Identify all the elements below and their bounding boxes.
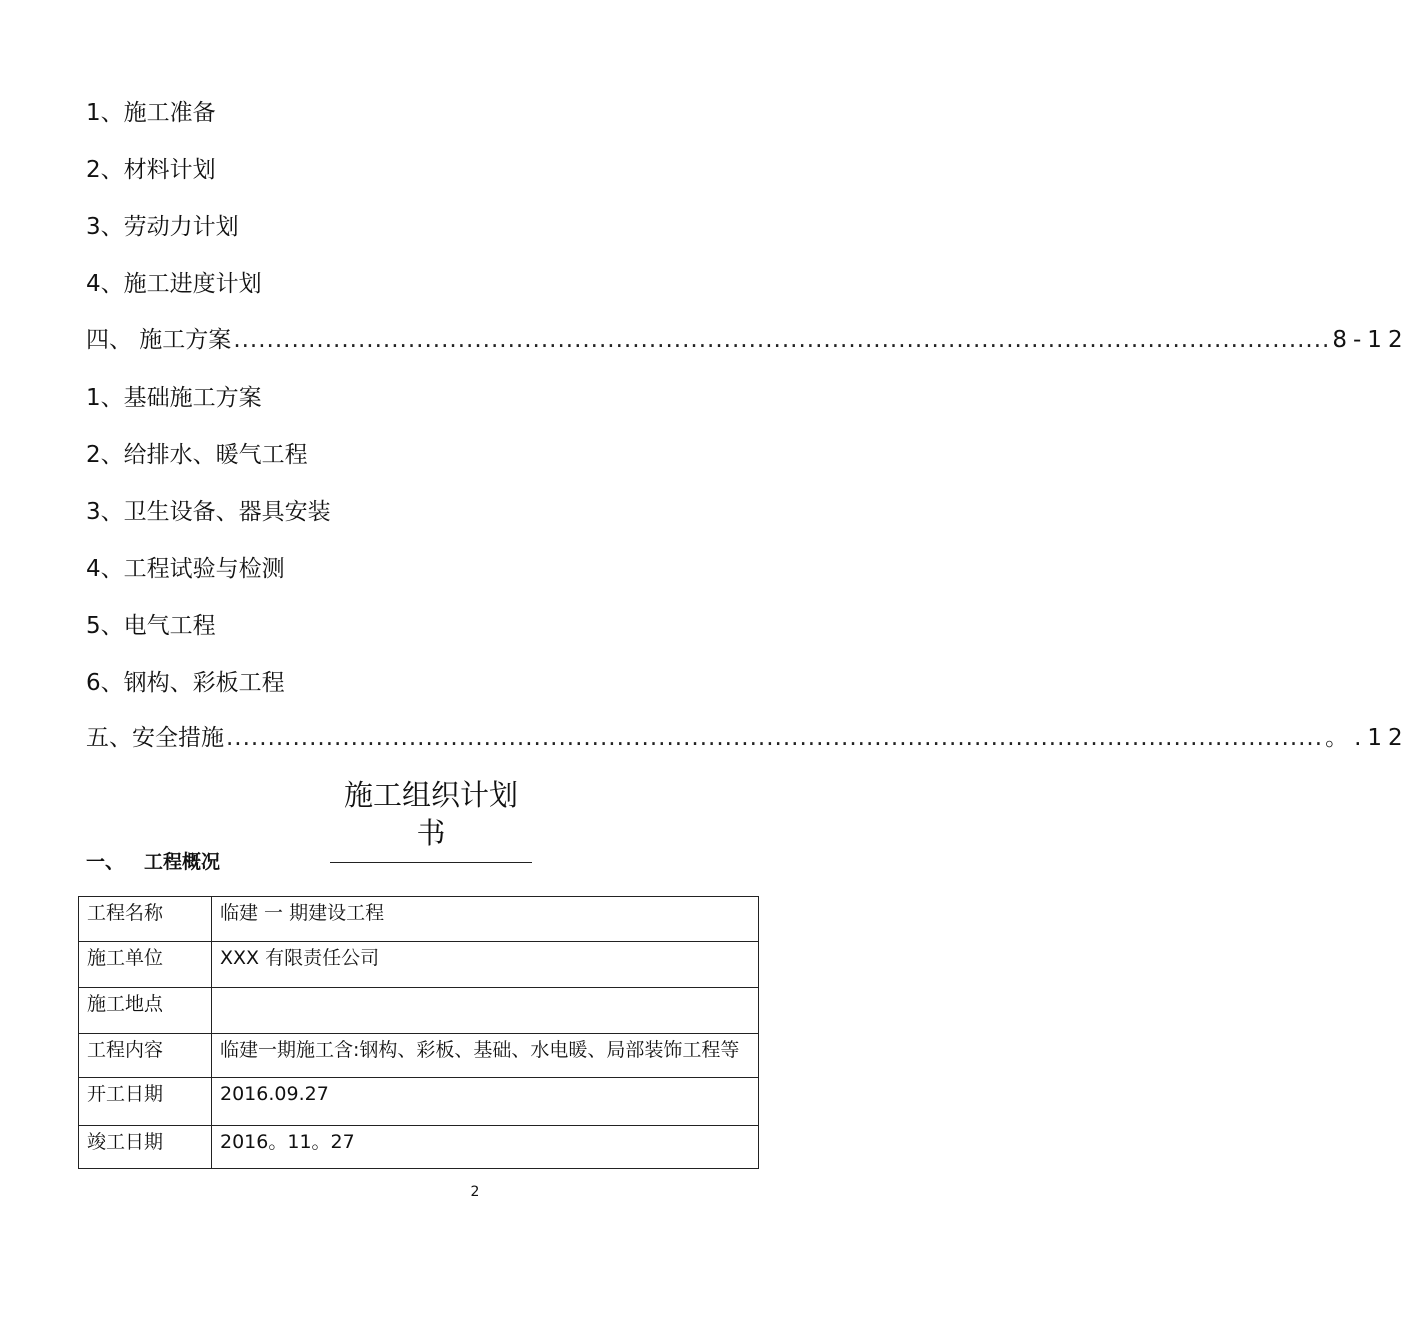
toc-section-four <box>86 325 1409 355</box>
toc-item: 3、卫生设备、器具安装 <box>86 499 331 525</box>
section-title: 工程概况 <box>144 851 221 873</box>
table-row <box>79 897 759 942</box>
document-title: 施工组织计划书 <box>330 776 532 863</box>
table-row <box>79 988 759 1034</box>
toc-page-number: 。.12 <box>1325 725 1409 751</box>
project-info-table <box>78 896 759 1169</box>
section-number: 一、 <box>86 851 125 873</box>
toc-item: 1、基础施工方案 <box>86 385 262 411</box>
table-key: 工程名称 <box>79 897 212 942</box>
table-key: 竣工日期 <box>79 1126 212 1169</box>
section-heading <box>86 848 220 876</box>
table-value <box>212 988 759 1034</box>
table-value: 临建一期施工含:钢构、彩板、基础、水电暖、局部装饰工程等 <box>212 1034 759 1078</box>
table-value: 2016.09.27 <box>212 1078 759 1126</box>
table-row <box>79 1078 759 1126</box>
page-number: 2 <box>470 1184 480 1200</box>
table-value: 临建 一 期建设工程 <box>212 897 759 942</box>
table-key: 施工单位 <box>79 942 212 988</box>
toc-item: 4、施工进度计划 <box>86 271 262 297</box>
table-value: XXX 有限责任公司 <box>212 942 759 988</box>
table-row <box>79 1034 759 1078</box>
toc-section-five <box>86 723 1409 753</box>
table-value: 2016。11。27 <box>212 1126 759 1169</box>
dot-leader: .................................................................................................................................... <box>226 725 1324 751</box>
toc-item: 1、施工准备 <box>86 100 216 126</box>
toc-page-number: 8-12 <box>1332 327 1409 353</box>
toc-item: 2、材料计划 <box>86 157 216 183</box>
table-key: 施工地点 <box>79 988 212 1034</box>
dot-leader: .................................................................................................................................... <box>233 327 1331 353</box>
toc-item: 4、工程试验与检测 <box>86 556 285 582</box>
toc-item: 3、劳动力计划 <box>86 214 239 240</box>
toc-item: 2、给排水、暖气工程 <box>86 442 308 468</box>
table-row <box>79 1126 759 1169</box>
toc-section-label: 四、 施工方案 <box>86 327 232 353</box>
table-row <box>79 942 759 988</box>
table-key: 工程内容 <box>79 1034 212 1078</box>
toc-item: 6、钢构、彩板工程 <box>86 670 285 696</box>
toc-item: 5、电气工程 <box>86 613 216 639</box>
toc-section-label: 五、安全措施 <box>86 725 224 751</box>
table-key: 开工日期 <box>79 1078 212 1126</box>
